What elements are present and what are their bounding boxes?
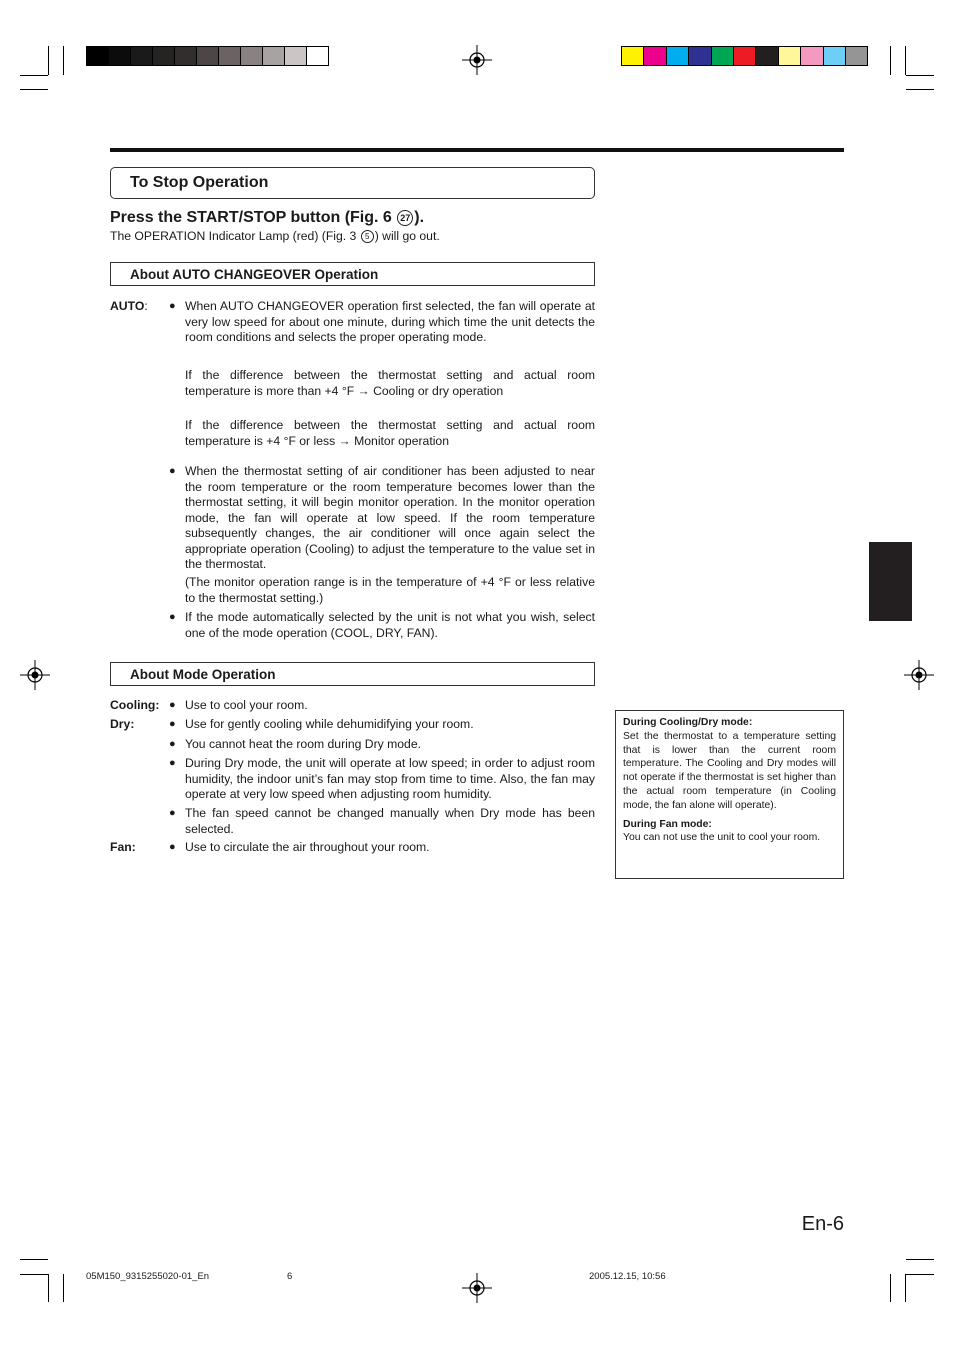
fan-text: Use to circulate the air throughout your room. (185, 840, 430, 854)
color-swatch (86, 46, 109, 66)
fan-label: Fan: (110, 840, 136, 854)
monitor-range-note: (The monitor operation range is in the temperature of +4 °F or less relative to the thermostat setting.) (185, 575, 595, 605)
bullet-icon: ● (169, 699, 176, 711)
bullet-icon: ● (169, 465, 176, 477)
footer-timestamp: 2005.12.15, 10:56 (589, 1271, 666, 1282)
section-title-mode-operation: About Mode Operation (110, 662, 595, 686)
color-swatch (711, 46, 734, 66)
page-number: En-6 (801, 1213, 844, 1235)
note-text-fan: You can not use the unit to cool your room. (623, 832, 821, 844)
dry-bullet-3: During Dry mode, the unit will operate at low speed; in order to adjust room humidity, the indoor unit’s fan may stop from time to time. Also, the fan may operate at very low speed when adjusting room humidity. (185, 756, 595, 801)
cooling-label: Cooling: (110, 698, 160, 712)
dry-bullet-4: The fan speed cannot be changed manually when Dry mode has been selected. (185, 806, 595, 836)
color-swatch (284, 46, 307, 66)
bullet-icon: ● (169, 841, 176, 853)
auto-bullet-3: If the mode automatically selected by the unit is not what you wish, select one of the mode operation (COOL, DRY, FAN). (185, 610, 595, 640)
color-swatch (621, 46, 644, 66)
dry-bullet-1: Use for gently cooling while dehumidifying your room. (185, 717, 474, 731)
auto-bullet-2: When the thermostat setting of air conditioner has been adjusted to near the room temperature or the room temperature becomes lower than the thermostat setting, it will begin monitor operation. In the monitor operation mode, the fan will operate at low speed. If the room temperature subsequently changes, the air conditioner will once again select the appropriate operation (Cooling) to adjust the temperature to the value set in the thermostat. (185, 464, 595, 571)
color-swatch (666, 46, 689, 66)
auto-condition-monitor: If the difference between the thermostat setting and actual room temperature is +4 °F or less → Monitor operation (185, 418, 595, 448)
color-swatch (262, 46, 285, 66)
bullet-icon: ● (169, 300, 176, 312)
color-swatch (196, 46, 219, 66)
figure-ref-badge: 5 (361, 230, 374, 243)
bullet-icon: ● (169, 757, 176, 769)
cooling-text: Use to cool your room. (185, 698, 308, 712)
color-swatch (733, 46, 756, 66)
color-swatch (240, 46, 263, 66)
mode-note-box (615, 710, 844, 879)
registration-mark-icon (904, 660, 934, 690)
color-swatch (130, 46, 153, 66)
color-swatch (218, 46, 241, 66)
color-swatch (643, 46, 666, 66)
bullet-icon: ● (169, 611, 176, 623)
press-start-stop-heading: Press the START/STOP button (Fig. 6 27 ). (110, 209, 425, 226)
section-title-stop-operation: To Stop Operation (110, 167, 595, 199)
dry-label: Dry: (110, 717, 135, 731)
color-swatch (152, 46, 175, 66)
color-swatch (778, 46, 801, 66)
color-swatch (845, 46, 868, 66)
color-swatch (755, 46, 778, 66)
dry-bullet-2: You cannot heat the room during Dry mode. (185, 737, 421, 751)
color-swatch (688, 46, 711, 66)
bullet-icon: ● (169, 738, 176, 750)
note-heading-fan: During Fan mode: (623, 818, 712, 830)
registration-mark-icon (462, 45, 492, 75)
chapter-tab (869, 542, 912, 621)
bullet-icon: ● (169, 807, 176, 819)
section-title-auto-changeover: About AUTO CHANGEOVER Operation (110, 262, 595, 286)
footer-doc-id: 05M150_9315255020-01_En (86, 1271, 210, 1282)
color-swatch (174, 46, 197, 66)
color-swatch (800, 46, 823, 66)
registration-mark-icon (462, 1273, 492, 1303)
operation-lamp-note: The OPERATION Indicator Lamp (red) (Fig. 3 5 ) will go out. (110, 229, 440, 243)
footer-page: 6 (287, 1271, 293, 1282)
figure-ref-badge: 27 (397, 210, 413, 226)
color-swatch (823, 46, 846, 66)
header-rule (110, 148, 844, 152)
color-swatch (306, 46, 329, 66)
note-text-cooling-dry: Set the thermostat to a temperature setting that is lower than the current room temperature. The Cooling and Dry modes will not operate if the thermostat is set higher than the actual room temperature (in Cooling mode, the fan alone will operate). (623, 730, 836, 811)
bullet-icon: ● (169, 718, 176, 730)
note-heading-cooling-dry: During Cooling/Dry mode: (623, 717, 753, 728)
color-swatch (108, 46, 131, 66)
registration-mark-icon (20, 660, 50, 690)
auto-condition-cooling: If the difference between the thermostat setting and actual room temperature is more than +4 °F → Cooling or dry operation (185, 368, 595, 398)
auto-label: AUTO: (110, 299, 148, 313)
auto-bullet-1: When AUTO CHANGEOVER operation first selected, the fan will operate at very low speed for about one minute, during which time the unit detects the room conditions and selects the proper operating mode. (185, 299, 595, 344)
